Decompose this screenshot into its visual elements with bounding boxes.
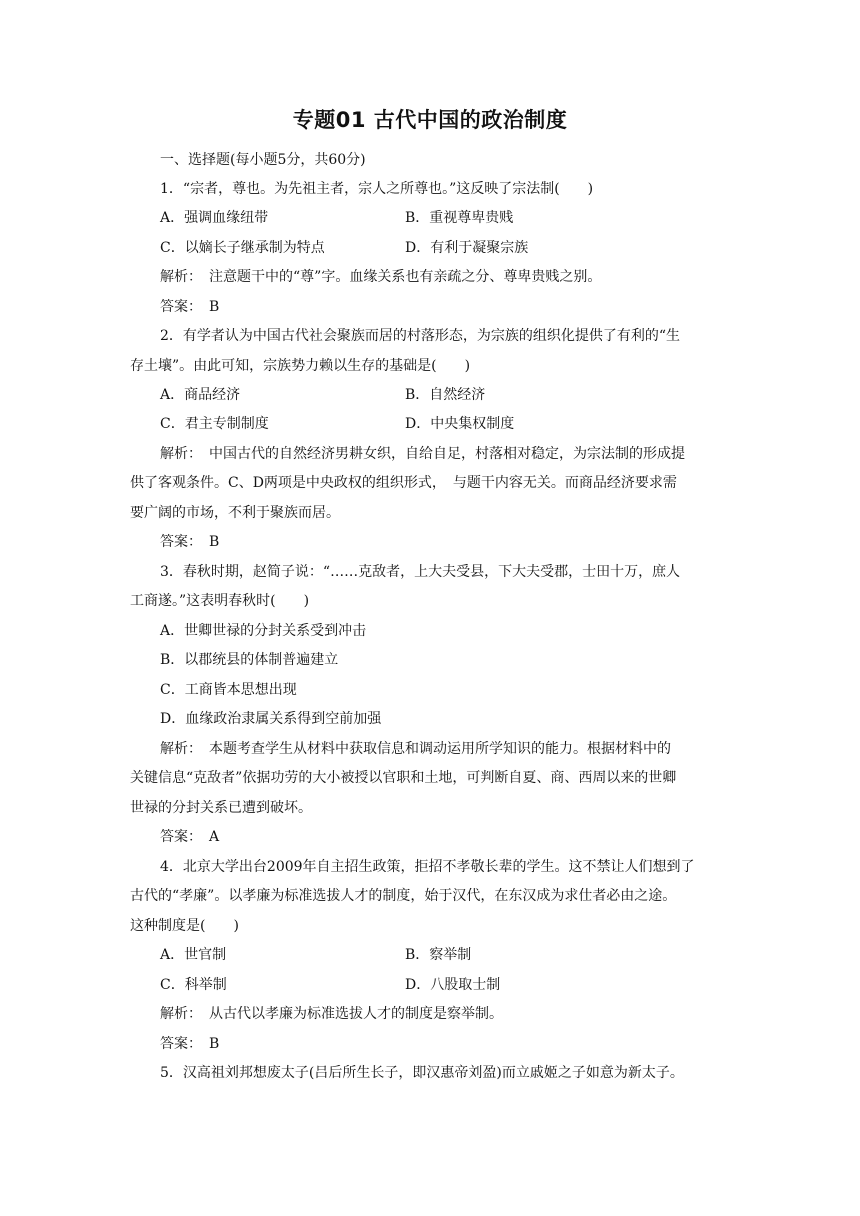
q2-analysis-line1: 解析： 中国古代的自然经济男耕女织，自给自足，村落相对稳定，为宗法制的形成提	[160, 446, 685, 462]
q4-option-c: C．科举制	[160, 977, 227, 993]
q2-option-b: B．自然经济	[405, 387, 486, 403]
q4-answer: 答案： B	[160, 1036, 220, 1052]
q1-stem: 1．“宗者，尊也。为先祖主者，宗人之所尊也。”这反映了宗法制( )	[160, 181, 594, 197]
q3-analysis-line1: 解析： 本题考查学生从材料中获取信息和调动运用所学知识的能力。根据材料中的	[160, 741, 671, 757]
page-title: 专题01 古代中国的政治制度	[292, 108, 568, 132]
q1-option-a: A．强调血缘纽带	[160, 210, 269, 226]
q2-option-d: D．中央集权制度	[405, 416, 515, 432]
q2-option-a: A．商品经济	[160, 387, 241, 403]
q4-analysis: 解析： 从古代以孝廉为标准选拔人才的制度是察举制。	[160, 1006, 503, 1022]
q3-option-a: A．世卿世禄的分封关系受到冲击	[160, 623, 367, 639]
q4-stem-line1: 4．北京大学出台2009年自主招生政策，拒招不孝敬长辈的学生。这不禁让人们想到了	[160, 859, 695, 875]
q2-answer: 答案： B	[160, 534, 220, 550]
q1-answer: 答案： B	[160, 299, 220, 315]
q1-option-b: B．重视尊卑贵贱	[405, 210, 514, 226]
q2-analysis-line2: 供了客观条件。C、D两项是中央政权的组织形式， 与题干内容无关。而商品经济要求需	[130, 475, 677, 491]
section-heading: 一、选择题(每小题5分，共60分)	[160, 152, 366, 168]
q4-option-a: A．世官制	[160, 947, 227, 963]
q1-analysis: 解析： 注意题干中的“尊”字。血缘关系也有亲疏之分、尊卑贵贱之别。	[160, 269, 602, 285]
q3-analysis-line2: 关键信息“克敌者”依据功劳的大小被授以官职和土地，可判断自夏、商、西周以来的世卿	[130, 770, 677, 786]
q4-stem-line3: 这种制度是( )	[130, 918, 239, 934]
q1-option-d: D．有利于凝聚宗族	[405, 240, 529, 256]
q2-stem-line1: 2．有学者认为中国古代社会聚族而居的村落形态，为宗族的组织化提供了有利的“生	[160, 328, 681, 344]
q5-stem-line1: 5．汉高祖刘邦想废太子(吕后所生长子，即汉惠帝刘盈)而立戚姬之子如意为新太子。	[160, 1065, 684, 1081]
q3-option-d: D．血缘政治隶属关系得到空前加强	[160, 711, 382, 727]
q1-option-c: C．以嫡长子继承制为特点	[160, 240, 325, 256]
q2-stem-line2: 存土壤”。由此可知，宗族势力赖以生存的基础是( )	[130, 358, 471, 374]
q4-option-b: B．察举制	[405, 947, 472, 963]
q3-stem-line2: 工商遂。”这表明春秋时( )	[130, 593, 310, 609]
q3-stem-line1: 3．春秋时期，赵简子说：“……克敌者，上大夫受县，下大夫受郡，士田十万，庶人	[160, 564, 681, 580]
q4-option-d: D．八股取士制	[405, 977, 501, 993]
q2-option-c: C．君主专制制度	[160, 416, 269, 432]
q4-stem-line2: 古代的“孝廉”。以孝廉为标准选拔人才的制度，始于汉代，在东汉成为求仕者必由之途。	[130, 888, 677, 904]
q3-answer: 答案： A	[160, 829, 220, 845]
q3-analysis-line3: 世禄的分封关系已遭到破坏。	[130, 800, 312, 816]
q2-analysis-line3: 要广阔的市场，不利于聚族而居。	[130, 505, 340, 521]
q3-option-b: B．以郡统县的体制普遍建立	[160, 652, 339, 668]
q3-option-c: C．工商皆本思想出现	[160, 682, 297, 698]
